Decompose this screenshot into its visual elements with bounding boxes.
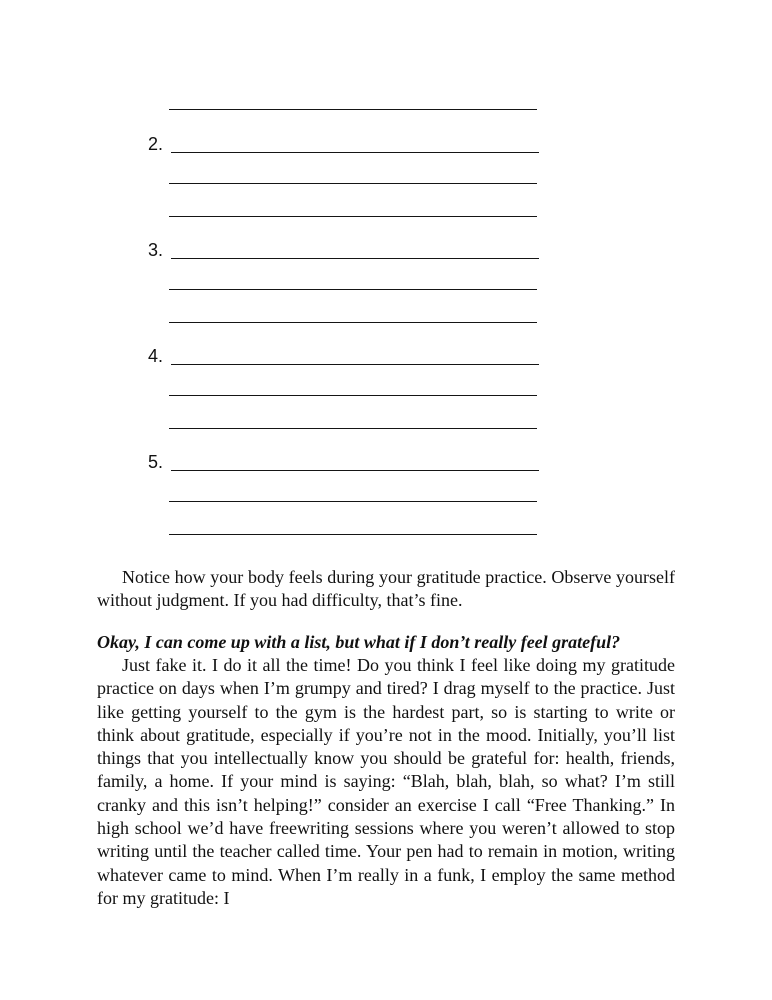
answer-line-5b[interactable] xyxy=(169,501,537,502)
answer-line-2b[interactable] xyxy=(169,183,537,184)
item-number-3: 3. xyxy=(148,240,164,260)
answer-line-5c[interactable] xyxy=(169,534,537,535)
answer-line-1c[interactable] xyxy=(169,109,537,110)
section-heading: Okay, I can come up with a list, but what if I don’t really feel grateful? xyxy=(97,632,621,652)
answer-line-5a[interactable] xyxy=(171,470,539,471)
answer-line-4c[interactable] xyxy=(169,428,537,429)
item-number-2: 2. xyxy=(148,134,164,154)
intro-paragraph: Notice how your body feels during your gratitude practice. Observe yourself without judgment. If you had difficulty, that’s fine. xyxy=(97,567,675,611)
item-number-5: 5. xyxy=(148,452,164,472)
answer-line-2a[interactable] xyxy=(171,152,539,153)
answer-line-2c[interactable] xyxy=(169,216,537,217)
answer-line-3a[interactable] xyxy=(171,258,539,259)
body-paragraph: Just fake it. I do it all the time! Do you think I feel like doing my gratitude practice on days when I’m grumpy and tired? I drag myself to the practice. Just like getting yourself to the gym is the hardest part, so is starting to write or think about gratitude, especially if you’re not in the mood. Initially, you’ll list things that you intellectually know you should be grateful for: health, friends, family, a home. If your mind is saying: “Blah, blah, blah, so what? I’m still cranky and this isn’t helping!” consider an exercise I call “Free Thanking.” In high school we’d have freewriting sessions where you weren’t allowed to stop writing until the teacher called time. Your pen had to remain in motion, writing whatever came to mind. When I’m really in a funk, I employ the same method for my gratitude: I xyxy=(97,655,675,908)
answer-line-4a[interactable] xyxy=(171,364,539,365)
item-number-4: 4. xyxy=(148,346,164,366)
answer-line-3b[interactable] xyxy=(169,289,537,290)
body-text xyxy=(97,654,675,910)
answer-line-4b[interactable] xyxy=(169,395,537,396)
answer-line-3c[interactable] xyxy=(169,322,537,323)
intro-text xyxy=(97,566,675,613)
